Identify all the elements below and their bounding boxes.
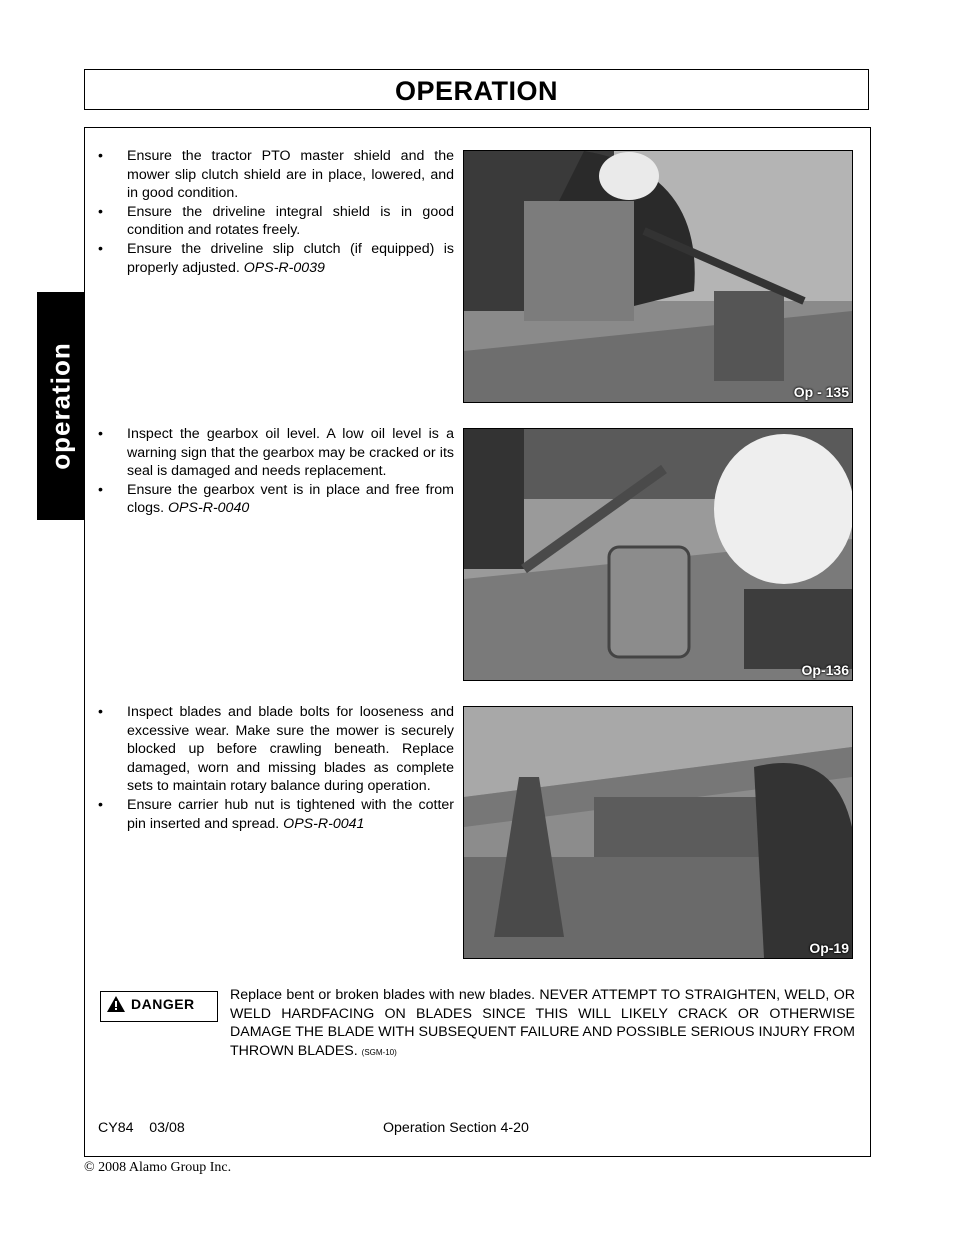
side-section-tab (37, 292, 85, 520)
danger-label: DANGER (131, 996, 195, 1012)
photo-label: Op-19 (809, 940, 849, 956)
bullet-item: • Ensure the driveline slip clutch (if equipped) is properly adjusted. OPS-R-0039 (98, 240, 454, 276)
page-title: OPERATION (394, 76, 558, 106)
photo-label: Op - 135 (793, 384, 849, 400)
danger-badge (100, 991, 218, 1022)
footer-model-date: CY84 03/08 (98, 1120, 185, 1136)
bullet-list-3 (98, 703, 454, 833)
bullet-item: • Inspect the gearbox oil level. A low oil level is a warning sign that the gearbox may be cracked or its seal is damaged and needs replacement. (98, 426, 454, 480)
danger-code: (SGM-10) (361, 1047, 397, 1057)
footer-page-number: Operation Section 4-20 (383, 1120, 529, 1136)
bullet-item: • Ensure the tractor PTO master shield and the mower slip clutch shield are in place, lowered, and in good condition. (98, 148, 454, 202)
bullet-item: • Ensure carrier hub nut is tightened with the cotter pin inserted and spread. OPS-R-0041 (98, 796, 454, 832)
photo-gearbox-inspection (463, 428, 853, 681)
bullet-list-1 (98, 147, 454, 277)
warning-triangle-icon (106, 995, 126, 1013)
bullet-item: • Inspect blades and blade bolts for looseness and excessive wear. Make sure the mower is securely blocked up before crawling beneath. Replace damaged, worn and missing blades as complete sets to maintain rotary balance during operation. (98, 704, 454, 795)
photo-pto-shield-inspection (463, 150, 853, 403)
danger-message: Replace bent or broken blades with new blades. NEVER ATTEMPT TO STRAIGHTEN, WELD, OR WELD HARDFACING ON BLADES SINCE THIS WILL LIKELY CRACK OR OTHERWISE DAMAGE THE BLADE WITH SUBSEQUENT FAILURE AND POSSIBLE SERIOUS INJURY FROM THROWN BLADES. (SGM-10) (230, 987, 855, 1059)
reference-code: OPS-R-0040 (168, 500, 250, 517)
bullet-list-2 (98, 425, 454, 518)
side-tab-label: operation (45, 342, 76, 470)
page-header (84, 69, 869, 110)
bullet-item: • Ensure the driveline integral shield is in good condition and rotates freely. (98, 203, 454, 239)
bullet-item: • Ensure the gearbox vent is in place and free from clogs. OPS-R-0040 (98, 481, 454, 517)
reference-code: OPS-R-0041 (283, 815, 365, 832)
copyright: © 2008 Alamo Group Inc. (84, 1160, 232, 1175)
reference-code: OPS-R-0039 (243, 259, 325, 276)
photo-label: Op-136 (801, 662, 849, 678)
photo-blade-inspection (463, 706, 853, 959)
